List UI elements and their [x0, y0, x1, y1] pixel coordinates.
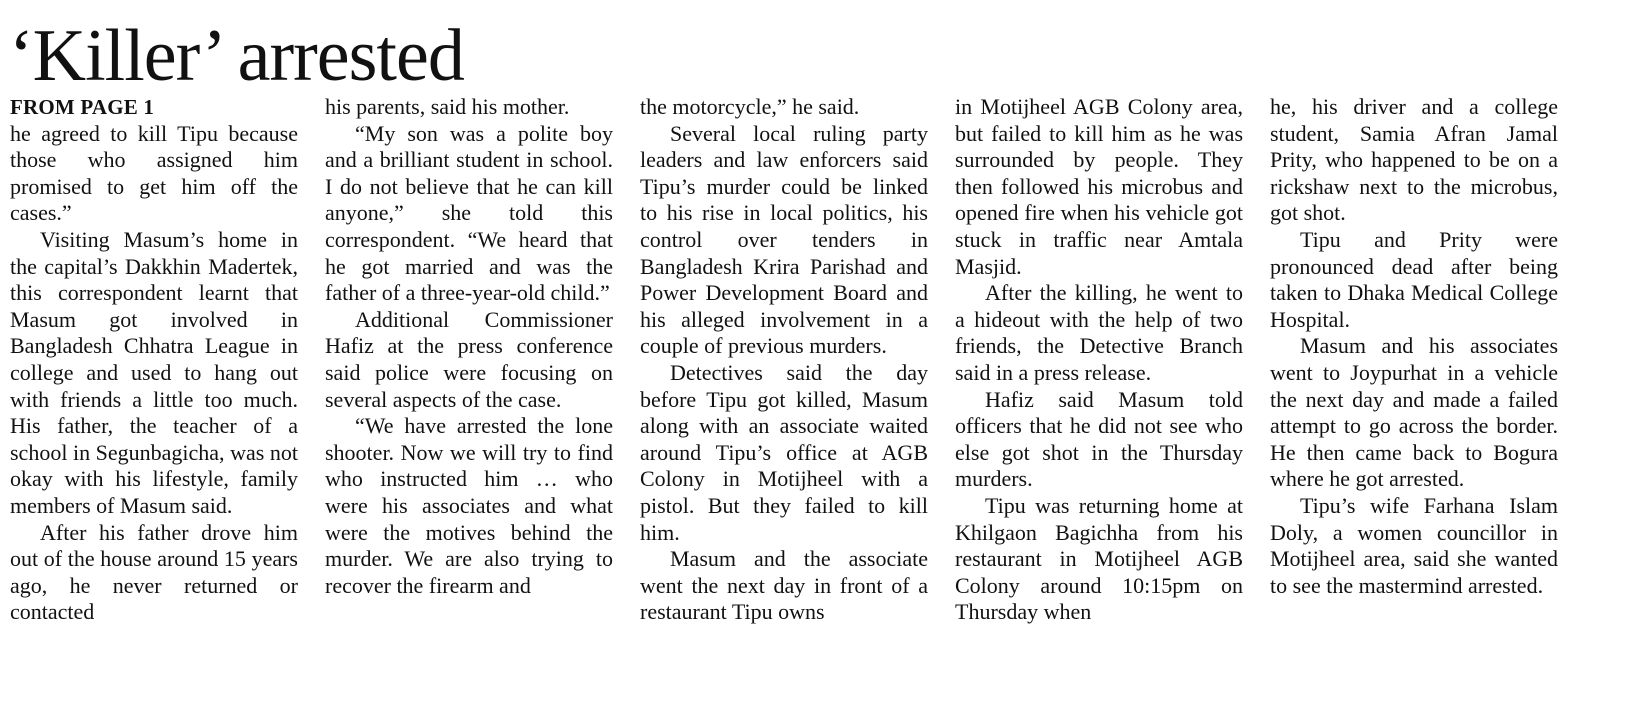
article-column-3: [640, 94, 928, 722]
article-column-1: [10, 94, 298, 722]
paragraph: Tipu’s wife Farhana Islam Doly, a women councillor in Motijheel area, said she wanted to see the mastermind arrested.: [1270, 492, 1558, 598]
paragraph: Visiting Masum’s home in the capital’s Dakkhin Madertek, this correspondent learnt that Masum got involved in Bangladesh Chhatra League in college and used to hang out with friends a little too much. His father, the teacher of a school in Segunbagicha, was not okay with his lifestyle, family members of Masum said.: [10, 226, 298, 518]
paragraph: Masum and the associate went the next day in front of a restaurant Tipu owns: [640, 546, 928, 625]
paragraph: After the killing, he went to a hideout with the help of two friends, the Detective Branch said in a press release.: [955, 280, 1243, 385]
article-column-2: [325, 94, 613, 722]
paragraph: the motorcycle,” he said.: [640, 94, 860, 119]
paragraph: he agreed to kill Tipu because those who assigned him promised to get him off the cases.”: [10, 120, 298, 226]
paragraph: “We have arrested the lone shooter. Now we will try to find who instructed him … who were his associates and what were the motives behind the murder. We are also trying to recover the firearm and: [325, 413, 613, 598]
paragraph: Tipu and Prity were pronounced dead after being taken to Dhaka Medical College Hospital.: [1270, 226, 1558, 332]
paragraph: in Motijheel AGB Colony area, but failed to kill him as he was surrounded by people. They then followed his microbus and opened fire when his vehicle got stuck in traffic near Amtala Masjid.: [955, 94, 1243, 279]
headline: ‘Killer’ arrested: [9, 15, 464, 97]
paragraph: Additional Commissioner Hafiz at the press conference said police were focusing on several aspects of the case.: [325, 306, 613, 412]
paragraph: Several local ruling party leaders and law enforcers said Tipu’s murder could be linked to his rise in local politics, his control over tenders in Bangladesh Krira Parishad and Power Development Board and his alleged involvement in a couple of previous murders.: [640, 120, 928, 359]
paragraph: Masum and his associates went to Joypurhat in a vehicle the next day and made a failed attempt to go across the border. He then came back to Bogura where he got arrested.: [1270, 333, 1558, 492]
article-column-5: [1270, 94, 1558, 722]
jump-label: FROM PAGE 1: [10, 95, 155, 119]
paragraph: After his father drove him out of the house around 15 years ago, he never returned or contacted: [10, 519, 298, 625]
paragraph: his parents, said his mother.: [325, 94, 570, 119]
paragraph: Tipu was returning home at Khilgaon Bagichha from his restaurant in Motijheel AGB Colony around 10:15pm on Thursday when: [955, 492, 1243, 625]
paragraph: he, his driver and a college student, Samia Afran Jamal Prity, who happened to be on a rickshaw next to the microbus, got shot.: [1270, 94, 1558, 226]
article-body: [10, 94, 1630, 722]
paragraph: Hafiz said Masum told officers that he did not see who else got shot in the Thursday murders.: [955, 386, 1243, 492]
article-column-4: [955, 94, 1243, 722]
paragraph: Detectives said the day before Tipu got killed, Masum along with an associate waited around Tipu’s office at AGB Colony in Motijheel with a pistol. But they failed to kill him.: [640, 359, 928, 545]
paragraph: “My son was a polite boy and a brilliant student in school. I do not believe that he can kill anyone,” she told this correspondent. “We heard that he got married and was the father of a three-year-old child.”: [325, 120, 613, 306]
